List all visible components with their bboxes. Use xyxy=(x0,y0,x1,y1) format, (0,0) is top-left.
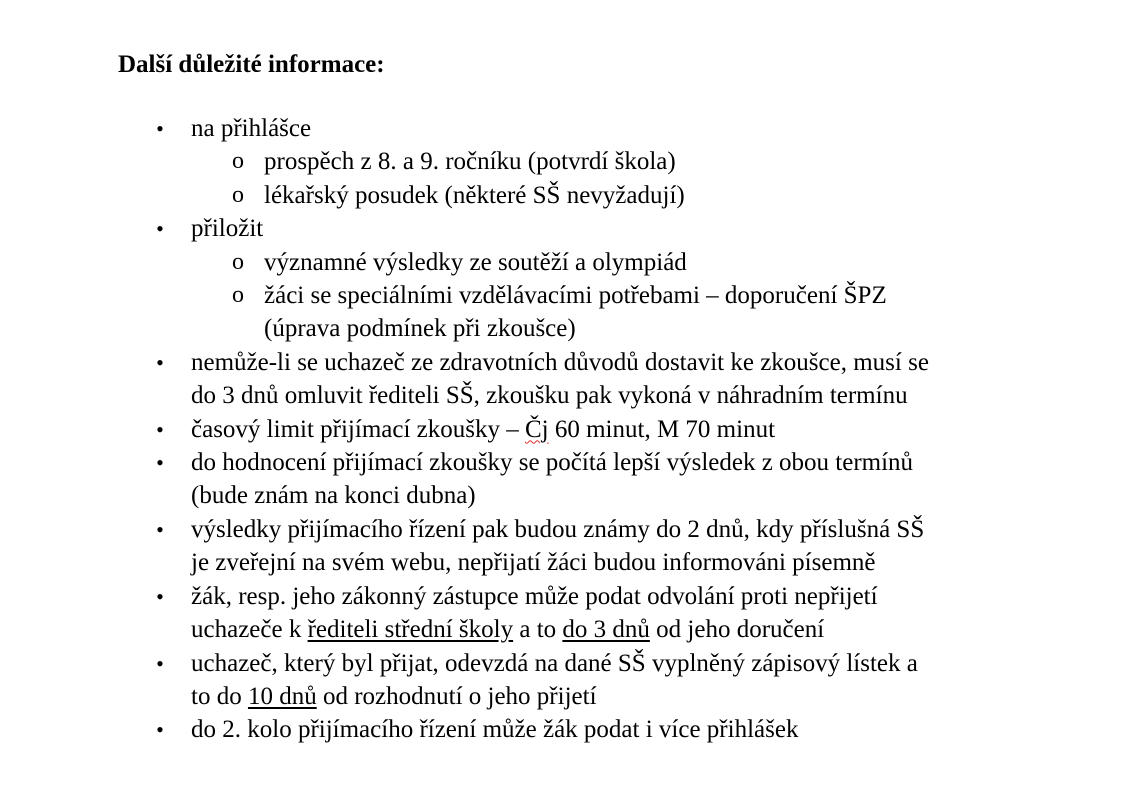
sub-list-item-text: (úprava podmínek při zkoušce) xyxy=(264,315,576,343)
sub-bullet-icon: o xyxy=(232,148,244,175)
list-item-text: do 2. kolo přijímacího řízení může žák podat i více přihlášek xyxy=(191,716,799,744)
bullet-icon: • xyxy=(156,349,164,375)
underlined-text: řediteli střední školy xyxy=(307,616,514,644)
bullet-icon: • xyxy=(156,650,164,676)
sub-list-item-text: významné výsledky ze soutěží a olympiád xyxy=(264,248,687,276)
sub-list-item-text: lékařský posudek (některé SŠ nevyžadují) xyxy=(264,181,685,209)
underlined-text: do 3 dnů xyxy=(562,616,650,644)
list-item xyxy=(0,713,1140,746)
bullet-icon: • xyxy=(156,516,164,542)
sub-bullet-icon: o xyxy=(232,181,244,208)
list-item-text: nemůže-li se uchazeč ze zdravotních důvodů dostavit ke zkoušce, musí se xyxy=(191,348,929,376)
list-item-text xyxy=(191,413,1140,446)
text-run: časový limit přijímací zkoušky – xyxy=(191,415,525,443)
list-item-text: na přihlášce xyxy=(191,115,312,142)
text-run: od rozhodnutí o jeho přijetí xyxy=(316,682,597,710)
bullet-icon: • xyxy=(156,216,164,242)
sub-list xyxy=(191,145,1140,212)
sub-list-item-text: prospěch z 8. a 9. ročníku (potvrdí škola) xyxy=(264,148,676,176)
text-run: uchazeče k xyxy=(191,616,308,644)
list-item-text xyxy=(191,613,1140,646)
list-item-text: je zveřejní na svém webu, nepřijatí žáci budou informováni písemně xyxy=(191,549,876,577)
sub-list-item xyxy=(0,145,1140,178)
list-item-text: žák, resp. jeho zákonný zástupce může podat odvolání proti nepřijetí xyxy=(191,582,878,610)
bullet-icon: • xyxy=(156,583,164,609)
text-run: od jeho doručení xyxy=(649,616,825,644)
list-item xyxy=(0,112,1140,212)
sub-list-item xyxy=(0,279,1140,346)
info-list xyxy=(0,112,1140,747)
bullet-icon: • xyxy=(156,116,164,141)
sub-list xyxy=(191,246,1140,346)
list-item xyxy=(0,446,1140,513)
spellcheck-marked-text: Čj xyxy=(524,415,549,443)
text-run: to do xyxy=(191,682,248,710)
bullet-icon: • xyxy=(156,450,164,476)
page-heading: Další důležité informace: xyxy=(118,51,385,78)
list-item xyxy=(0,647,1140,714)
underlined-text: 10 dnů xyxy=(247,682,317,710)
list-item xyxy=(0,580,1140,647)
text-run: 60 minut, M 70 minut xyxy=(548,415,776,443)
text-run: a to xyxy=(513,616,563,644)
list-item-text: (bude znám na konci dubna) xyxy=(191,482,476,510)
list-item-text xyxy=(191,680,1140,713)
sub-bullet-icon: o xyxy=(232,282,244,309)
sub-list-item xyxy=(0,246,1140,279)
list-item-text: uchazeč, který byl přijat, odevzdá na dané SŠ vyplněný zápisový lístek a xyxy=(191,649,918,677)
sub-list-item xyxy=(0,179,1140,212)
list-item-text: do 3 dnů omluvit řediteli SŠ, zkoušku pak vykoná v náhradním termínu xyxy=(191,382,908,410)
list-item-text: výsledky přijímacího řízení pak budou známy do 2 dnů, kdy příslušná SŠ xyxy=(191,515,925,543)
list-item xyxy=(0,212,1140,346)
list-item-text: přiložit xyxy=(191,215,264,243)
sub-list-item-text: žáci se speciálními vzdělávacími potřebami – doporučení ŠPZ xyxy=(264,282,887,310)
list-item xyxy=(0,413,1140,446)
list-item xyxy=(0,513,1140,580)
list-item-text: do hodnocení přijímací zkoušky se počítá lepší výsledek z obou termínů xyxy=(191,449,914,477)
list-item xyxy=(0,346,1140,413)
bullet-icon: • xyxy=(156,717,164,743)
bullet-icon: • xyxy=(156,416,164,442)
sub-bullet-icon: o xyxy=(232,248,244,275)
